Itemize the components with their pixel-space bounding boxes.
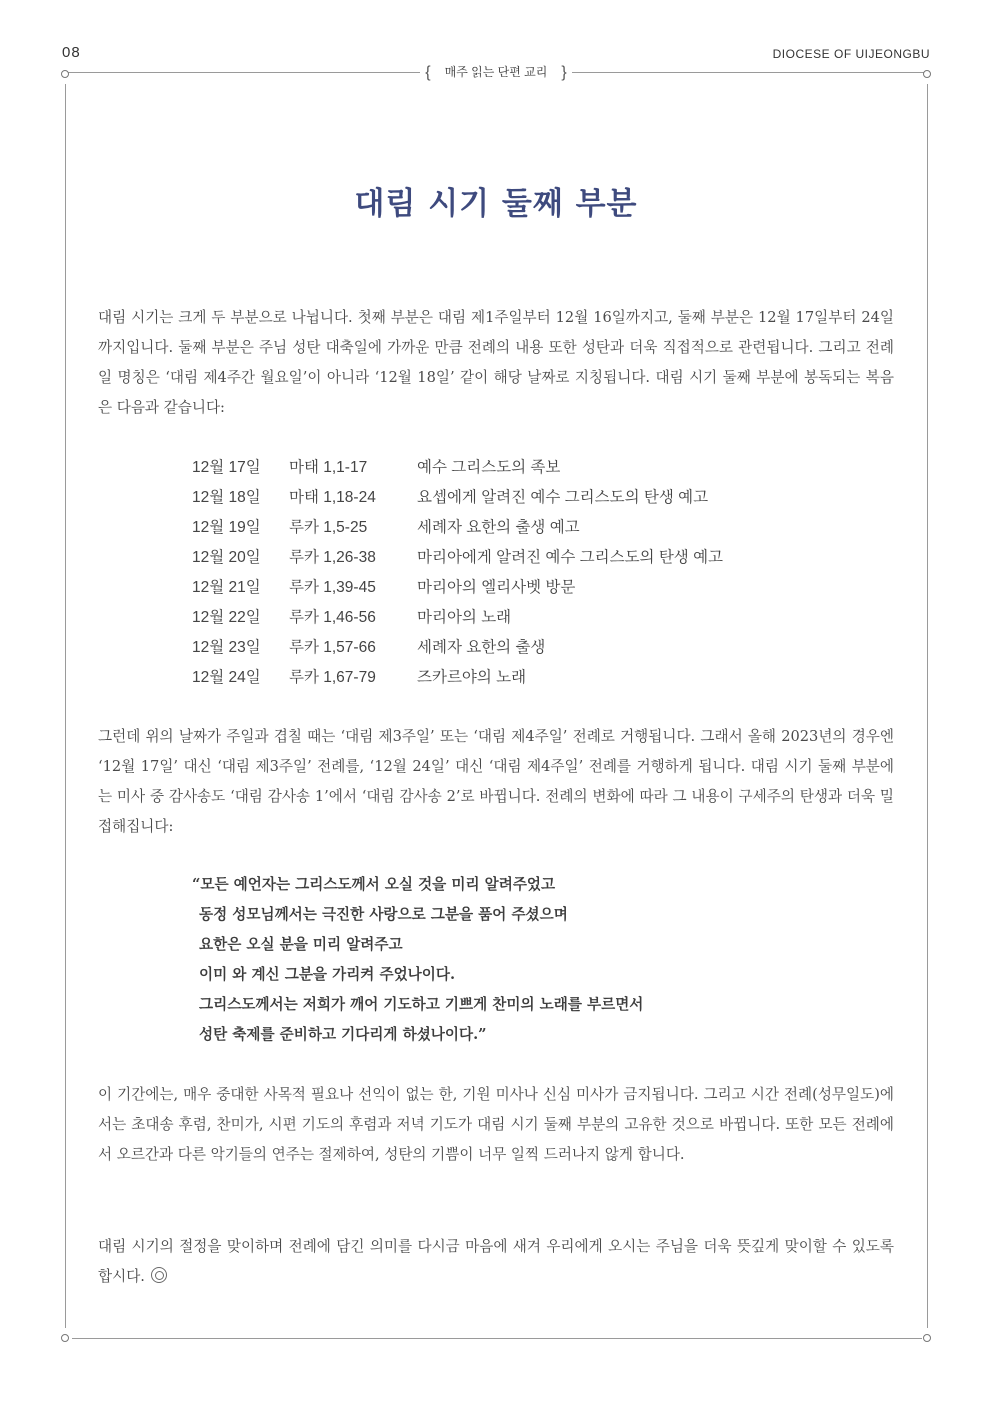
corner-circle-icon: [923, 1334, 931, 1342]
bottom-rule: [72, 1338, 922, 1339]
reading-date: 12월 21일: [192, 579, 261, 596]
quote-line: 요한은 오실 분을 미리 알려주고: [199, 936, 403, 953]
reading-row: [192, 453, 723, 483]
reading-row: [192, 483, 723, 513]
reading-ref: 루카 1,39-45: [289, 579, 376, 596]
bracket-right: }: [561, 64, 567, 81]
reading-title: 세례자 요한의 출생: [417, 639, 546, 656]
reading-title: 예수 그리스도의 족보: [417, 459, 561, 476]
reading-date: 12월 20일: [192, 549, 261, 566]
closing-paragraph: [98, 1232, 894, 1292]
reading-row: [192, 573, 723, 603]
intro-paragraph: 대림 시기는 크게 두 부분으로 나뉩니다. 첫째 부분은 대림 제1주일부터 12월 16일까지고, 둘째 부분은 12월 17일부터 24일까지입니다. 둘째 부분은 주님 성탄 대축일에 가까운 만큼 전례의 내용 또한 성탄과 더욱 직접적으로 관련됩니다. 그리고 전례일 명칭은 ‘대림 제4주간 월요일’이 아니라 ‘12월 18일’ 같이 해당 날짜로 지칭됩니다. 대림 시기 둘째 부분에 봉독되는 복음은 다음과 같습니다:: [98, 309, 894, 416]
reading-ref: 루카 1,46-56: [289, 609, 376, 626]
reading-ref: 마태 1,1-17: [289, 459, 368, 476]
reading-title: 마리아에게 알려진 예수 그리스도의 탄생 예고: [417, 549, 724, 566]
page-number: 08: [62, 44, 81, 61]
reading-title: 즈카르야의 노래: [417, 669, 527, 686]
reading-row: [192, 663, 723, 693]
page-title: 대림 시기 둘째 부분: [354, 186, 638, 222]
reading-ref: 루카 1,5-25: [289, 519, 368, 536]
reading-row: [192, 543, 723, 573]
reading-date: 12월 19일: [192, 519, 261, 536]
reading-row: [192, 633, 723, 663]
reading-row: [192, 513, 723, 543]
corner-circle-icon: [61, 1334, 69, 1342]
reading-title: 마리아의 노래: [417, 609, 512, 626]
quote-line: 성탄 축제를 준비하고 기다리게 하셨나이다.”: [199, 1026, 487, 1043]
reading-ref: 마태 1,18-24: [289, 489, 376, 506]
gospel-readings-table: [192, 453, 723, 693]
reading-date: 12월 18일: [192, 489, 261, 506]
quote-line: 그리스도께서는 저희가 깨어 기도하고 기쁘게 찬미의 노래를 부르면서: [199, 996, 644, 1013]
circle-end-mark-icon: [151, 1267, 167, 1283]
reading-date: 12월 23일: [192, 639, 261, 656]
quote-line: 동정 성모님께서는 극진한 사랑으로 그분을 품어 주셨으며: [199, 906, 568, 923]
reading-ref: 루카 1,26-38: [289, 549, 376, 566]
bracket-left: {: [425, 64, 431, 81]
quote-line: “모든 예언자는 그리스도께서 오실 것을 미리 알려주었고: [192, 876, 556, 893]
reading-date: 12월 17일: [192, 459, 261, 476]
left-border: [65, 84, 66, 1328]
corner-circle-icon: [61, 70, 69, 78]
reading-date: 12월 24일: [192, 669, 261, 686]
top-rule-left: [68, 72, 420, 73]
closing-text: 대림 시기의 절정을 맞이하며 전례에 담긴 의미를 다시금 마음에 새겨 우리에게 오시는 주님을 더욱 뜻깊게 맞이할 수 있도록 합시다.: [98, 1238, 894, 1285]
reading-row: [192, 603, 723, 633]
reading-title: 세례자 요한의 출생 예고: [417, 519, 580, 536]
section-label-text: 매주 읽는 단편 교리: [444, 65, 548, 79]
quote-line: 이미 와 계신 그분을 가리켜 주었나이다.: [199, 966, 456, 983]
preface-quote: [192, 870, 643, 1050]
middle-paragraph: 그런데 위의 날짜가 주일과 겹칠 때는 ‘대림 제3주일’ 또는 ‘대림 제4주일’ 전례로 거행됩니다. 그래서 올해 2023년의 경우엔 ‘12월 17일’ 대신 ‘대림 제3주일’ 전례를, ‘12월 24일’ 대신 ‘대림 제4주일’ 전례를 거행하게 됩니다. 대림 시기 둘째 부분에는 미사 중 감사송도 ‘대림 감사송 1’에서 ‘대림 감사송 2’로 바뀝니다. 전례의 변화에 따라 그 내용이 구세주의 탄생과 더욱 밀접해집니다:: [98, 728, 894, 835]
top-rule-right: [572, 72, 924, 73]
reading-ref: 루카 1,67-79: [289, 669, 376, 686]
corner-circle-icon: [923, 70, 931, 78]
publisher-name: DIOCESE OF UIJEONGBU: [772, 47, 930, 61]
right-border: [927, 84, 928, 1328]
reading-title: 요셉에게 알려진 예수 그리스도의 탄생 예고: [417, 489, 709, 506]
reading-ref: 루카 1,57-66: [289, 639, 376, 656]
reading-title: 마리아의 엘리사벳 방문: [417, 579, 576, 596]
reading-date: 12월 22일: [192, 609, 261, 626]
rules-paragraph: 이 기간에는, 매우 중대한 사목적 필요나 선익이 없는 한, 기원 미사나 신심 미사가 금지됩니다. 그리고 시간 전례(성무일도)에서는 초대송 후렴, 찬미가, 시편 기도의 후렴과 저녁 기도가 대림 시기 둘째 부분의 고유한 것으로 바뀝니다. 또한 모든 전례에서 오르간과 다른 악기들의 연주는 절제하여, 성탄의 기쁨이 너무 일찍 드러나지 않게 합니다.: [98, 1086, 894, 1163]
